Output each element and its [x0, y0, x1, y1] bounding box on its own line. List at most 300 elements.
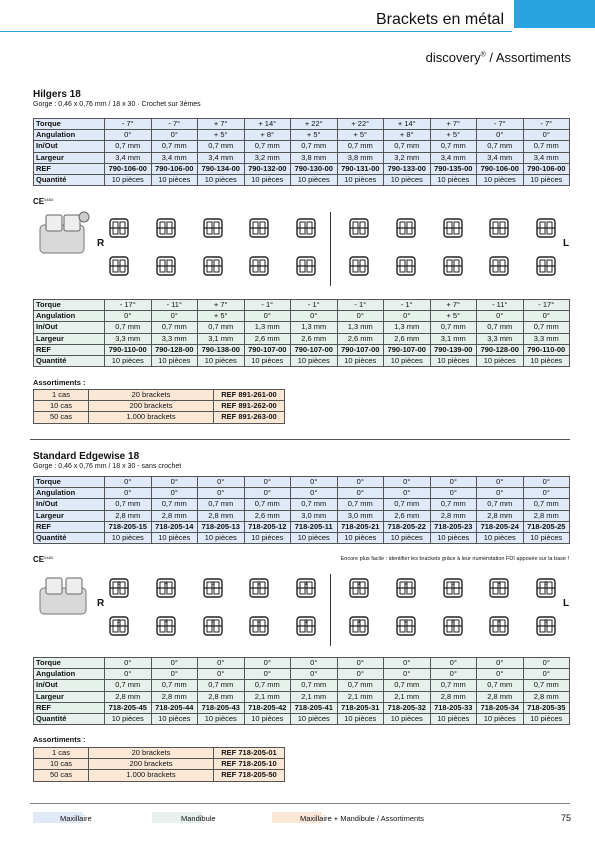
table-cell: 718-205-13: [198, 521, 245, 532]
table-cell: 790-106-00: [105, 163, 152, 174]
assortment-cell: 200 brackets: [89, 401, 214, 412]
ce-number: 0483: [44, 555, 54, 560]
bracket-icon: [248, 615, 270, 637]
bracket-icon: [395, 255, 417, 277]
ce-mark: [33, 197, 53, 206]
table-cell: + 7°: [198, 119, 245, 130]
table-cell: 790-131-00: [337, 163, 384, 174]
table-cell: 10 pièces: [477, 174, 524, 185]
table-cell: + 7°: [198, 300, 245, 311]
table-cell: 10 pièces: [105, 355, 152, 366]
spec-table-hilgers-upper: [33, 118, 570, 186]
table-row: [34, 532, 570, 543]
table-cell: 718-205-31: [337, 702, 384, 713]
bracket-icon: [395, 577, 417, 599]
table-cell: 0°: [337, 311, 384, 322]
table-cell: 0°: [477, 669, 524, 680]
table-cell: + 5°: [430, 311, 477, 322]
table-cell: 2,8 mm: [430, 510, 477, 521]
table-cell: 10 pièces: [384, 174, 431, 185]
table-cell: 10 pièces: [337, 713, 384, 724]
table-cell: 0,7 mm: [105, 680, 152, 691]
assortment-cell: 1.000 brackets: [89, 412, 214, 423]
table-cell: + 8°: [244, 130, 291, 141]
table-cell: 718-205-15: [105, 521, 152, 532]
table-cell: 0°: [337, 488, 384, 499]
table-cell: 0°: [337, 477, 384, 488]
table-cell: 0,7 mm: [198, 499, 245, 510]
table-cell: 3,2 mm: [244, 152, 291, 163]
table-cell: 3,4 mm: [151, 152, 198, 163]
fdi-number: 2: [258, 581, 261, 587]
table-cell: 790-106-00: [523, 163, 570, 174]
table-cell: - 17°: [105, 300, 152, 311]
row-label: In/Out: [34, 141, 105, 152]
table-cell: 0°: [523, 311, 570, 322]
table-cell: 3,4 mm: [523, 152, 570, 163]
table-cell: 10 pièces: [244, 532, 291, 543]
fdi-number: 1: [357, 581, 361, 587]
table-cell: 718-205-42: [244, 702, 291, 713]
table-cell: 0,7 mm: [198, 322, 245, 333]
table-cell: 0,7 mm: [337, 680, 384, 691]
bracket-icon: [108, 615, 130, 637]
brand-name: discovery: [425, 50, 481, 65]
table-cell: 1,3 mm: [291, 322, 338, 333]
fdi-number: 5: [117, 581, 121, 587]
assortment-row: [34, 770, 285, 781]
bracket-icon: [442, 577, 464, 599]
table-cell: 790-106-00: [477, 163, 524, 174]
table-cell: 718-205-11: [291, 521, 338, 532]
assortments-label-edgewise: Assortiments :: [33, 735, 86, 744]
bracket-icon: [295, 615, 317, 637]
table-cell: 2,8 mm: [477, 510, 524, 521]
table-cell: 0°: [337, 658, 384, 669]
table-cell: 0,7 mm: [151, 680, 198, 691]
table-cell: 790-107-00: [244, 344, 291, 355]
table-cell: 0,7 mm: [337, 499, 384, 510]
table-cell: 0°: [105, 488, 152, 499]
table-cell: 10 pièces: [105, 532, 152, 543]
table-row: [34, 311, 570, 322]
row-label: Torque: [34, 658, 105, 669]
table-cell: 0°: [477, 477, 524, 488]
bracket-icon: [202, 615, 224, 637]
table-cell: 2,6 mm: [384, 333, 431, 344]
bracket-icon: [108, 255, 130, 277]
legend-maxillaire: Maxillaire: [60, 814, 92, 823]
table-cell: 10 pièces: [430, 355, 477, 366]
table-cell: 3,4 mm: [198, 152, 245, 163]
table-cell: 10 pièces: [291, 355, 338, 366]
table-cell: 790-133-00: [384, 163, 431, 174]
assortment-cell: 50 cas: [34, 770, 89, 781]
fdi-number: 5: [544, 619, 548, 625]
row-label: Largeur: [34, 333, 105, 344]
page-title: Brackets en métal: [375, 11, 504, 28]
table-cell: 790-138-00: [198, 344, 245, 355]
table-cell: 0,7 mm: [198, 680, 245, 691]
row-label: REF: [34, 163, 105, 174]
section-title-hilgers: Hilgers 18: [33, 89, 81, 100]
table-cell: 790-134-00: [198, 163, 245, 174]
table-cell: 718-205-45: [105, 702, 152, 713]
bracket-icon: [488, 255, 510, 277]
section-subtitle-hilgers: Gorge : 0,46 x 0,76 mm / 18 x 30 · Crochet sur 3èmes: [33, 101, 201, 108]
bracket-icon: [155, 615, 177, 637]
table-cell: 718-205-23: [430, 521, 477, 532]
table-cell: 0,7 mm: [523, 499, 570, 510]
table-cell: 10 pièces: [523, 174, 570, 185]
bracket-icon: [155, 217, 177, 239]
table-cell: 0°: [384, 311, 431, 322]
table-cell: 0°: [430, 477, 477, 488]
bracket-icon: [202, 255, 224, 277]
table-cell: 0,7 mm: [291, 141, 338, 152]
table-cell: 3,8 mm: [337, 152, 384, 163]
table-cell: 0°: [105, 658, 152, 669]
bracket-photo-edgewise: [36, 570, 94, 620]
assortment-cell: 10 cas: [34, 401, 89, 412]
ce-label: CE: [33, 555, 45, 564]
table-cell: 0°: [151, 477, 198, 488]
table-cell: 790-139-00: [430, 344, 477, 355]
table-cell: 10 pièces: [105, 713, 152, 724]
table-cell: 0,7 mm: [430, 680, 477, 691]
assortments-table-hilgers: [33, 389, 285, 424]
assortment-row: [34, 390, 285, 401]
table-cell: 3,3 mm: [105, 333, 152, 344]
table-cell: 1,3 mm: [337, 322, 384, 333]
table-cell: + 8°: [384, 130, 431, 141]
assortment-row: [34, 401, 285, 412]
table-cell: - 7°: [105, 119, 152, 130]
assortment-cell: 1 cas: [34, 390, 89, 401]
assortment-row: [34, 412, 285, 423]
table-row: [34, 130, 570, 141]
table-cell: 0°: [384, 658, 431, 669]
table-cell: 718-205-44: [151, 702, 198, 713]
bracket-icon: [535, 217, 557, 239]
fdi-number: 3: [211, 581, 214, 587]
bracket-icons-hilgers: [100, 217, 568, 287]
table-cell: 0,7 mm: [105, 141, 152, 152]
assortments-table-edgewise: [33, 747, 285, 782]
assortment-cell: REF 891-261-00: [214, 390, 285, 401]
bracket-icon: [348, 255, 370, 277]
table-cell: 0°: [105, 311, 152, 322]
subtitle-rest: / Assortiments: [485, 50, 571, 65]
spec-table-edgewise-lower: [33, 657, 570, 725]
table-cell: + 5°: [337, 130, 384, 141]
table-cell: 0°: [244, 669, 291, 680]
table-cell: 0°: [151, 130, 198, 141]
table-cell: 0,7 mm: [198, 141, 245, 152]
bracket-icon: [295, 217, 317, 239]
table-row: [34, 355, 570, 366]
assortment-cell: REF 718-205-50: [214, 770, 285, 781]
row-label: REF: [34, 702, 105, 713]
table-cell: - 7°: [477, 119, 524, 130]
fdi-number: 3: [451, 619, 454, 625]
table-cell: + 22°: [291, 119, 338, 130]
table-cell: - 1°: [337, 300, 384, 311]
table-cell: 0°: [430, 658, 477, 669]
table-cell: 0°: [291, 311, 338, 322]
assortment-cell: REF 891-262-00: [214, 401, 285, 412]
table-cell: 0,7 mm: [151, 499, 198, 510]
fdi-number: 5: [117, 619, 121, 625]
assortment-cell: 20 brackets: [89, 748, 214, 759]
fdi-number: 4: [164, 619, 168, 625]
table-cell: 2,8 mm: [198, 691, 245, 702]
side-label-right: R: [97, 238, 105, 249]
table-cell: 0°: [477, 130, 524, 141]
table-cell: 3,4 mm: [477, 152, 524, 163]
table-cell: 0°: [291, 488, 338, 499]
table-cell: 10 pièces: [384, 355, 431, 366]
legend-rule: [30, 803, 570, 804]
table-cell: 10 pièces: [430, 713, 477, 724]
table-cell: 0°: [291, 658, 338, 669]
table-cell: 3,1 mm: [198, 333, 245, 344]
assortment-row: [34, 759, 285, 770]
table-cell: 0°: [384, 669, 431, 680]
table-cell: 2,6 mm: [244, 510, 291, 521]
row-label: REF: [34, 521, 105, 532]
table-cell: 10 pièces: [105, 174, 152, 185]
row-label: Angulation: [34, 311, 105, 322]
table-row: [34, 141, 570, 152]
table-cell: 3,8 mm: [291, 152, 338, 163]
table-cell: 0,7 mm: [477, 680, 524, 691]
table-cell: 3,0 mm: [337, 510, 384, 521]
table-cell: 10 pièces: [291, 532, 338, 543]
table-cell: 0,7 mm: [337, 141, 384, 152]
section-subtitle-edgewise: Gorge : 0,46 x 0,76 mm / 18 x 30 - sans crochet: [33, 463, 182, 470]
row-label: Quantité: [34, 355, 105, 366]
fdi-number: 3: [211, 619, 214, 625]
table-cell: 0°: [430, 669, 477, 680]
table-cell: 2,6 mm: [384, 510, 431, 521]
bracket-icon: [248, 577, 270, 599]
table-cell: 0°: [244, 658, 291, 669]
table-row: [34, 152, 570, 163]
page-subtitle: [426, 50, 571, 65]
table-row: [34, 521, 570, 532]
table-cell: 3,3 mm: [151, 333, 198, 344]
ce-mark-2: [33, 555, 53, 564]
row-label: Angulation: [34, 488, 105, 499]
table-cell: 10 pièces: [430, 532, 477, 543]
table-row: [34, 691, 570, 702]
assortment-cell: REF 718-205-10: [214, 759, 285, 770]
table-cell: 10 pièces: [291, 174, 338, 185]
table-cell: 3,1 mm: [430, 333, 477, 344]
table-cell: 2,6 mm: [337, 333, 384, 344]
table-cell: 790-135-00: [430, 163, 477, 174]
row-label: Quantité: [34, 532, 105, 543]
table-cell: 790-128-00: [477, 344, 524, 355]
table-cell: 10 pièces: [477, 713, 524, 724]
fdi-number: 4: [164, 581, 168, 587]
bracket-icon: [348, 577, 370, 599]
table-cell: 0,7 mm: [477, 499, 524, 510]
table-cell: 0,7 mm: [105, 499, 152, 510]
bracket-icon: [395, 217, 417, 239]
table-cell: 10 pièces: [430, 174, 477, 185]
table-cell: 2,6 mm: [291, 333, 338, 344]
bracket-icon: [488, 615, 510, 637]
table-row: [34, 300, 570, 311]
table-cell: 0°: [151, 311, 198, 322]
table-cell: 718-205-33: [430, 702, 477, 713]
table-cell: 0,7 mm: [523, 322, 570, 333]
table-cell: 2,8 mm: [151, 510, 198, 521]
table-cell: + 22°: [337, 119, 384, 130]
table-cell: 2,1 mm: [384, 691, 431, 702]
table-cell: 718-205-35: [523, 702, 570, 713]
table-cell: 790-107-00: [384, 344, 431, 355]
table-cell: 718-205-32: [384, 702, 431, 713]
table-cell: 0,7 mm: [384, 141, 431, 152]
table-cell: 10 pièces: [477, 532, 524, 543]
table-cell: 10 pièces: [244, 174, 291, 185]
table-cell: 0°: [151, 488, 198, 499]
table-cell: 790-132-00: [244, 163, 291, 174]
table-row: [34, 669, 570, 680]
table-cell: 10 pièces: [337, 174, 384, 185]
assortment-cell: 20 brackets: [89, 390, 214, 401]
fdi-number: 2: [404, 619, 408, 625]
table-cell: 10 pièces: [198, 174, 245, 185]
table-cell: 718-205-34: [477, 702, 524, 713]
table-cell: + 5°: [198, 311, 245, 322]
bracket-icon: [535, 615, 557, 637]
table-cell: 0°: [105, 130, 152, 141]
table-cell: - 7°: [523, 119, 570, 130]
table-cell: 0,7 mm: [151, 322, 198, 333]
table-row: [34, 163, 570, 174]
table-cell: 3,4 mm: [105, 152, 152, 163]
table-cell: 718-205-41: [291, 702, 338, 713]
table-cell: 790-106-00: [151, 163, 198, 174]
bracket-icon: [348, 615, 370, 637]
table-cell: 0,7 mm: [291, 680, 338, 691]
assortment-cell: REF 718-205-01: [214, 748, 285, 759]
table-row: [34, 119, 570, 130]
table-cell: 0°: [523, 488, 570, 499]
table-cell: 0°: [151, 669, 198, 680]
row-label: Quantité: [34, 174, 105, 185]
table-cell: - 1°: [291, 300, 338, 311]
fdi-number: 2: [404, 581, 408, 587]
table-row: [34, 702, 570, 713]
row-label: Torque: [34, 300, 105, 311]
table-cell: 0,7 mm: [244, 141, 291, 152]
row-label: REF: [34, 344, 105, 355]
table-cell: 10 pièces: [384, 713, 431, 724]
section-divider: [30, 439, 570, 440]
bracket-icon: [202, 217, 224, 239]
table-cell: 2,8 mm: [105, 510, 152, 521]
row-label: Quantité: [34, 713, 105, 724]
fdi-number: 1: [304, 619, 308, 625]
table-cell: 1,3 mm: [384, 322, 431, 333]
table-cell: + 5°: [198, 130, 245, 141]
table-cell: 0,7 mm: [430, 322, 477, 333]
bracket-photo-hilgers: [36, 207, 94, 257]
table-cell: 0°: [337, 669, 384, 680]
bracket-icon: [535, 577, 557, 599]
bracket-icon: [442, 217, 464, 239]
table-cell: 10 pièces: [337, 355, 384, 366]
table-cell: 2,6 mm: [244, 333, 291, 344]
table-cell: + 14°: [384, 119, 431, 130]
table-cell: 0,7 mm: [384, 499, 431, 510]
table-row: [34, 174, 570, 185]
bracket-icon: [295, 255, 317, 277]
bracket-icon: [202, 577, 224, 599]
legend-both: Maxillaire + Mandibule / Assortiments: [300, 814, 425, 823]
side-label-right-2: R: [97, 598, 105, 609]
table-cell: 0°: [198, 669, 245, 680]
spec-table-hilgers-lower: [33, 299, 570, 367]
table-cell: 0°: [291, 477, 338, 488]
page-number: 75: [560, 813, 571, 823]
table-cell: 2,8 mm: [198, 510, 245, 521]
table-row: [34, 344, 570, 355]
table-cell: 0,7 mm: [523, 680, 570, 691]
bracket-icon: [155, 255, 177, 277]
table-cell: 2,8 mm: [105, 691, 152, 702]
table-cell: 0°: [523, 658, 570, 669]
table-cell: 0,7 mm: [105, 322, 152, 333]
bracket-icon: [442, 615, 464, 637]
table-cell: + 5°: [291, 130, 338, 141]
table-cell: 0,7 mm: [477, 322, 524, 333]
table-row: [34, 499, 570, 510]
table-cell: - 1°: [244, 300, 291, 311]
table-cell: 0°: [151, 658, 198, 669]
table-cell: 718-205-21: [337, 521, 384, 532]
table-cell: 790-110-00: [523, 344, 570, 355]
fdi-number: 2: [258, 619, 261, 625]
section-title-edgewise: Standard Edgewise 18: [33, 451, 140, 462]
row-label: Angulation: [34, 669, 105, 680]
fdi-number: 5: [544, 581, 548, 587]
bracket-icons-edgewise: [100, 577, 568, 647]
assortment-cell: 200 brackets: [89, 759, 214, 770]
assortment-cell: 50 cas: [34, 412, 89, 423]
bracket-icon: [248, 217, 270, 239]
fdi-number: 4: [498, 581, 501, 587]
table-cell: 3,3 mm: [477, 333, 524, 344]
table-cell: 3,0 mm: [291, 510, 338, 521]
table-cell: 0,7 mm: [291, 499, 338, 510]
table-cell: 0°: [477, 488, 524, 499]
table-cell: 0°: [430, 488, 477, 499]
bracket-icon: [108, 217, 130, 239]
table-cell: 2,1 mm: [244, 691, 291, 702]
bracket-icon: [442, 255, 464, 277]
table-cell: - 1°: [384, 300, 431, 311]
table-cell: - 11°: [477, 300, 524, 311]
table-cell: 0,7 mm: [244, 680, 291, 691]
assortments-label-hilgers: Assortiments :: [33, 378, 86, 387]
table-cell: 0,7 mm: [384, 680, 431, 691]
